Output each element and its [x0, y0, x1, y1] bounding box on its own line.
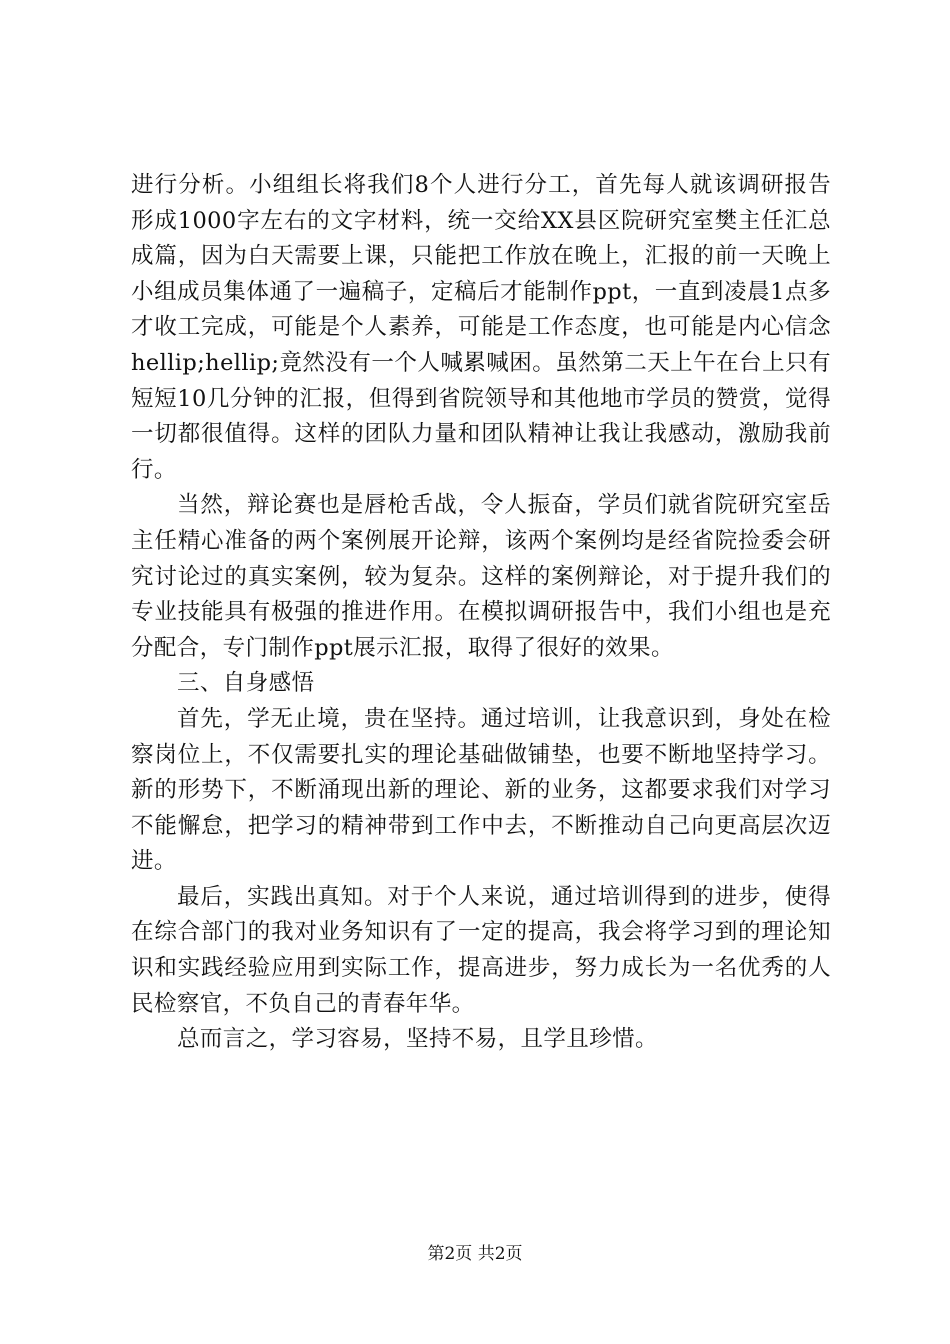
paragraph-last-reflection: 最后，实践出真知。对于个人来说，通过培训得到的进步，使得在综合部门的我对业务知识有了一定的提高，我会将学习到的理论知识和实践经验应用到实际工作，提高进步，努力成长为一名优秀的人民检察官，不负自己的青春年华。 — [131, 883, 831, 1017]
paragraph-conclusion: 总而言之，学习容易，坚持不易，且学且珍惜。 — [177, 1026, 658, 1053]
paragraph-analysis-continued: 进行分析。小组组长将我们8个人进行分工，首先每人就该调研报告形成1000字左右的文字材料，统一交给XX县区院研究室樊主任汇总成篇，因为白天需要上课，只能把工作放在晚上，汇报的前一天晚上小组成员集体通了一遍稿子，定稿后才能制作ppt，一直到凌晨1点多才收工完成，可能是个人素养，可能是工作态度，也可能是内心信念hellip;hellip;竟然没有一个人喊累喊困。虽然第二天上午在台上只有短短10几分钟的汇报，但得到省院领导和其他地市学员的赞赏，觉得一切都很值得。这样的团队力量和团队精神让我让我感动，激励我前行。 — [131, 172, 831, 483]
paragraph-debate: 当然，辩论赛也是唇枪舌战，令人振奋，学员们就省院研究室岳主任精心准备的两个案例展开论辩，该两个案例均是经省院捡委会研究讨论过的真实案例，较为复杂。这样的案例辩论，对于提升我们的专业技能具有极强的推进作用。在模拟调研报告中，我们小组也是充分配合，专门制作ppt展示汇报，取得了很好的效果。 — [131, 492, 831, 661]
document-body — [131, 168, 831, 1058]
paragraph-first-reflection: 首先，学无止境，贵在坚持。通过培训，让我意识到，身处在检察岗位上，不仅需要扎实的理论基础做铺垫，也要不断地坚持学习。新的形势下，不断涌现出新的理论、新的业务，这都要求我们对学习不能懈怠，把学习的精神带到工作中去，不断推动自己向更高层次迈进。 — [131, 705, 831, 875]
page-number-footer: 第2页 共2页 — [427, 1244, 523, 1264]
section-heading-self-reflection: 三、自身感悟 — [177, 670, 315, 697]
